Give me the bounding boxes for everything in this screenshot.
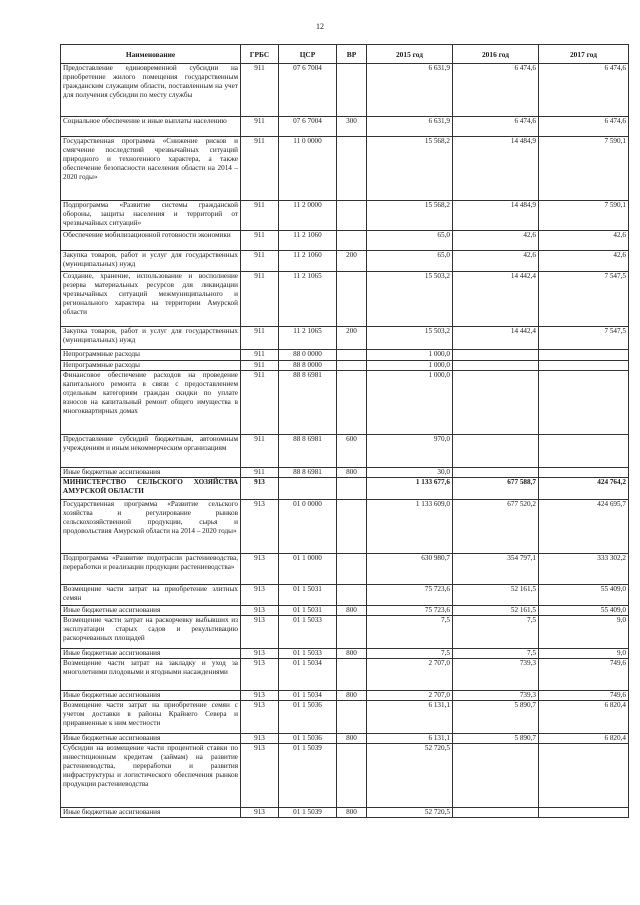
- row-value-2017: 7 547,5: [539, 272, 629, 327]
- row-grbs: 913: [241, 616, 279, 649]
- row-value-2017: 9,0: [539, 616, 629, 649]
- row-csr: 88 8 6981: [279, 435, 337, 468]
- row-csr: 01 1 5033: [279, 616, 337, 649]
- row-vr: [337, 701, 367, 734]
- row-vr: [337, 137, 367, 201]
- row-name: Государственная программа «Развитие сельского хозяйства и регулирование рынков сельскохозяйственной продукции, сырья и продовольствия Амурской области на 2014 – 2020 годы»: [61, 500, 241, 554]
- row-csr: 07 6 7004: [279, 117, 337, 137]
- header-2015: 2015 год: [367, 45, 453, 64]
- row-value-2017: [539, 371, 629, 435]
- row-value-2017: 7 547,5: [539, 327, 629, 350]
- row-grbs: 911: [241, 435, 279, 468]
- row-value-2017: 749,6: [539, 659, 629, 691]
- row-vr: [337, 201, 367, 231]
- row-value-2017: [539, 808, 629, 818]
- row-value-2015: 6 131,1: [367, 701, 453, 734]
- row-name: Обеспечение мобилизационной готовности экономики: [61, 231, 241, 251]
- row-grbs: 911: [241, 251, 279, 272]
- table-row: [61, 478, 629, 500]
- table-row: [61, 371, 629, 435]
- row-value-2016: 354 797,1: [453, 554, 539, 585]
- row-name: Закупка товаров, работ и услуг для государственных (муниципальных) нужд: [61, 251, 241, 272]
- row-csr: 11 2 1065: [279, 272, 337, 327]
- row-vr: [337, 659, 367, 691]
- row-csr: [279, 478, 337, 500]
- row-value-2016: 7,5: [453, 616, 539, 649]
- row-name: Иные бюджетные ассигнования: [61, 606, 241, 616]
- table-row: [61, 435, 629, 468]
- table-row: [61, 808, 629, 818]
- row-value-2015: 1 000,0: [367, 350, 453, 361]
- row-csr: 11 0 0000: [279, 137, 337, 201]
- row-csr: 88 8 6981: [279, 468, 337, 478]
- row-value-2015: 75 723,6: [367, 585, 453, 606]
- row-value-2016: 52 161,5: [453, 585, 539, 606]
- row-grbs: 913: [241, 649, 279, 659]
- row-grbs: 913: [241, 554, 279, 585]
- row-value-2015: 65,0: [367, 231, 453, 251]
- row-value-2016: [453, 468, 539, 478]
- row-csr: 11 2 1060: [279, 251, 337, 272]
- table-row: [61, 606, 629, 616]
- row-name: Возмещение части затрат на приобретение элитных семян: [61, 585, 241, 606]
- row-value-2016: 5 890,7: [453, 734, 539, 744]
- table-row: [61, 231, 629, 251]
- row-value-2015: 52 720,5: [367, 744, 453, 808]
- row-value-2017: 333 302,2: [539, 554, 629, 585]
- row-value-2015: 65,0: [367, 251, 453, 272]
- row-name: Иные бюджетные ассигнования: [61, 649, 241, 659]
- table-row: [61, 744, 629, 808]
- row-value-2015: 30,0: [367, 468, 453, 478]
- row-grbs: 911: [241, 117, 279, 137]
- table-row: [61, 350, 629, 361]
- row-name: Иные бюджетные ассигнования: [61, 808, 241, 818]
- page-number: 12: [316, 22, 324, 31]
- table-row: [61, 251, 629, 272]
- row-name: Финансовое обеспечение расходов на проведение капитального ремонта в связи с предоставлением отдельным категориям граждан скидки по уплате взносов на капитальный ремонт общего имущества в многоквартирных домах: [61, 371, 241, 435]
- row-value-2017: 55 409,0: [539, 606, 629, 616]
- table-row: [61, 137, 629, 201]
- row-grbs: 913: [241, 744, 279, 808]
- row-vr: [337, 478, 367, 500]
- row-value-2017: 749,6: [539, 691, 629, 701]
- row-value-2015: 6 631,9: [367, 117, 453, 137]
- header-vr: ВР: [337, 45, 367, 64]
- row-name: Создание, хранение, использование и восполнение резерва материальных ресурсов для ликвидации чрезвычайных ситуаций межмуниципального и регионального характера на территории Амурской области: [61, 272, 241, 327]
- row-value-2015: 7,5: [367, 616, 453, 649]
- header-grbs: ГРБС: [241, 45, 279, 64]
- row-value-2017: [539, 435, 629, 468]
- row-value-2017: 7 590,1: [539, 137, 629, 201]
- row-name: Иные бюджетные ассигнования: [61, 734, 241, 744]
- row-grbs: 911: [241, 468, 279, 478]
- row-name: Возмещение части затрат на раскорчевку выбывших из эксплуатации старых садов и рекультивацию раскорчеванных площадей: [61, 616, 241, 649]
- table-row: [61, 272, 629, 327]
- row-vr: 800: [337, 606, 367, 616]
- row-csr: 88 8 0000: [279, 361, 337, 371]
- row-value-2015: 52 720,5: [367, 808, 453, 818]
- table-header-row: [61, 45, 629, 64]
- table-row: [61, 659, 629, 691]
- row-value-2016: 7,5: [453, 649, 539, 659]
- row-vr: [337, 500, 367, 554]
- row-value-2016: [453, 744, 539, 808]
- row-name: Непрограммные расходы: [61, 350, 241, 361]
- row-csr: 88 0 0000: [279, 350, 337, 361]
- row-name: Государственная программа «Снижение рисков и смягчение последствий чрезвычайных ситуаций природного и техногенного характера, а также обеспечение безопасности населения области на 2014 – 2020 годы»: [61, 137, 241, 201]
- budget-table: [60, 44, 629, 818]
- row-value-2016: 6 474,6: [453, 64, 539, 117]
- row-vr: 800: [337, 734, 367, 744]
- table-row: [61, 585, 629, 606]
- row-vr: 200: [337, 327, 367, 350]
- row-value-2015: 7,5: [367, 649, 453, 659]
- row-vr: [337, 350, 367, 361]
- row-value-2017: 55 409,0: [539, 585, 629, 606]
- row-value-2017: 6 820,4: [539, 701, 629, 734]
- row-grbs: 913: [241, 606, 279, 616]
- row-vr: [337, 272, 367, 327]
- row-value-2016: 5 890,7: [453, 701, 539, 734]
- row-csr: 01 1 5034: [279, 659, 337, 691]
- row-name: Социальное обеспечение и иные выплаты населению: [61, 117, 241, 137]
- row-csr: 01 1 5031: [279, 585, 337, 606]
- row-name: Иные бюджетные ассигнования: [61, 468, 241, 478]
- row-value-2015: 15 568,2: [367, 201, 453, 231]
- row-value-2017: 6 820,4: [539, 734, 629, 744]
- table-row: [61, 554, 629, 585]
- row-value-2015: 1 000,0: [367, 361, 453, 371]
- table-row: [61, 201, 629, 231]
- row-vr: [337, 585, 367, 606]
- row-vr: 800: [337, 468, 367, 478]
- row-grbs: 913: [241, 478, 279, 500]
- row-value-2016: [453, 350, 539, 361]
- row-grbs: 913: [241, 659, 279, 691]
- row-name: Предоставление единовременной субсидии на приобретение жилого помещения государственным гражданским служащим области, поставленным на учет для получения субсидии по месту службы: [61, 64, 241, 117]
- row-value-2015: 1 133 609,0: [367, 500, 453, 554]
- row-value-2017: [539, 468, 629, 478]
- row-vr: 800: [337, 649, 367, 659]
- row-csr: 11 2 0000: [279, 201, 337, 231]
- row-csr: 01 1 5034: [279, 691, 337, 701]
- row-name: Закупка товаров, работ и услуг для государственных (муниципальных) нужд: [61, 327, 241, 350]
- row-grbs: 913: [241, 585, 279, 606]
- row-vr: [337, 64, 367, 117]
- row-csr: 01 1 5039: [279, 808, 337, 818]
- row-grbs: 911: [241, 64, 279, 117]
- row-value-2016: 14 484,9: [453, 201, 539, 231]
- row-value-2016: [453, 371, 539, 435]
- row-value-2016: 14 442,4: [453, 327, 539, 350]
- row-csr: 01 1 5036: [279, 734, 337, 744]
- row-vr: [337, 361, 367, 371]
- table-row: [61, 117, 629, 137]
- row-grbs: 913: [241, 701, 279, 734]
- row-value-2015: 6 631,9: [367, 64, 453, 117]
- row-value-2015: 15 568,2: [367, 137, 453, 201]
- table-row: [61, 327, 629, 350]
- row-vr: 600: [337, 435, 367, 468]
- row-value-2015: 15 503,2: [367, 272, 453, 327]
- row-vr: [337, 744, 367, 808]
- row-value-2017: 424 695,7: [539, 500, 629, 554]
- row-vr: 300: [337, 117, 367, 137]
- row-value-2017: 9,0: [539, 649, 629, 659]
- row-csr: 01 0 0000: [279, 500, 337, 554]
- table-row: [61, 649, 629, 659]
- table-body: [61, 64, 629, 818]
- row-grbs: 911: [241, 361, 279, 371]
- row-value-2016: 52 161,5: [453, 606, 539, 616]
- row-value-2017: 6 474,6: [539, 117, 629, 137]
- table-row: [61, 616, 629, 649]
- row-csr: 88 8 6981: [279, 371, 337, 435]
- table-row: [61, 468, 629, 478]
- row-value-2017: 42,6: [539, 231, 629, 251]
- row-csr: 01 1 5031: [279, 606, 337, 616]
- row-vr: [337, 371, 367, 435]
- row-grbs: 913: [241, 691, 279, 701]
- row-value-2016: 42,6: [453, 231, 539, 251]
- header-2016: 2016 год: [453, 45, 539, 64]
- row-value-2017: 6 474,6: [539, 64, 629, 117]
- row-name: Иные бюджетные ассигнования: [61, 691, 241, 701]
- table-row: [61, 361, 629, 371]
- header-2017: 2017 год: [539, 45, 629, 64]
- table-row: [61, 734, 629, 744]
- row-name: Подпрограмма «Развитие подотрасли растениеводства, переработки и реализации продукции растениеводства»: [61, 554, 241, 585]
- row-value-2017: [539, 361, 629, 371]
- row-value-2015: 970,0: [367, 435, 453, 468]
- row-name: Субсидии на возмещение части процентной ставки по инвестиционным кредитам (займам) на развитие растениеводства, переработки и развития инфраструктуры и логистического обеспечения рынков продукции растениеводства: [61, 744, 241, 808]
- row-name: Предоставление субсидий бюджетным, автономным учреждениям и иным некоммерческим организациям: [61, 435, 241, 468]
- row-csr: 11 2 1060: [279, 231, 337, 251]
- row-value-2016: 677 588,7: [453, 478, 539, 500]
- row-grbs: 911: [241, 272, 279, 327]
- row-csr: 11 2 1065: [279, 327, 337, 350]
- row-grbs: 913: [241, 734, 279, 744]
- row-vr: [337, 231, 367, 251]
- row-csr: 01 1 5039: [279, 744, 337, 808]
- row-value-2017: 42,6: [539, 251, 629, 272]
- row-grbs: 913: [241, 808, 279, 818]
- row-name: Возмещение части затрат на закладку и уход за многолетними плодовыми и ягодными насаждениями: [61, 659, 241, 691]
- row-value-2016: 739,3: [453, 691, 539, 701]
- row-value-2016: [453, 435, 539, 468]
- row-value-2016: 14 484,9: [453, 137, 539, 201]
- row-value-2015: 6 131,1: [367, 734, 453, 744]
- row-grbs: 913: [241, 500, 279, 554]
- row-value-2015: 75 723,6: [367, 606, 453, 616]
- row-name: Непрограммные расходы: [61, 361, 241, 371]
- header-name: Наименование: [61, 45, 241, 64]
- row-csr: 01 1 5036: [279, 701, 337, 734]
- row-grbs: 911: [241, 201, 279, 231]
- row-name: Возмещение части затрат на приобретение семян с учетом доставки в районы Крайнего Севера и приравненные к ним местности: [61, 701, 241, 734]
- row-value-2016: 6 474,6: [453, 117, 539, 137]
- table-row: [61, 701, 629, 734]
- row-value-2016: 739,3: [453, 659, 539, 691]
- row-value-2015: 1 133 677,6: [367, 478, 453, 500]
- row-value-2016: 42,6: [453, 251, 539, 272]
- table-row: [61, 500, 629, 554]
- row-value-2017: 7 590,1: [539, 201, 629, 231]
- row-value-2016: [453, 808, 539, 818]
- row-grbs: 911: [241, 327, 279, 350]
- row-vr: 800: [337, 808, 367, 818]
- row-value-2015: 630 980,7: [367, 554, 453, 585]
- row-value-2016: [453, 361, 539, 371]
- row-value-2016: 677 520,2: [453, 500, 539, 554]
- row-name: Подпрограмма «Развитие системы гражданской обороны, защиты населения и территорий от чрезвычайных ситуаций»: [61, 201, 241, 231]
- row-value-2017: [539, 350, 629, 361]
- row-grbs: 911: [241, 350, 279, 361]
- row-csr: 07 6 7004: [279, 64, 337, 117]
- row-vr: 200: [337, 251, 367, 272]
- row-value-2016: 14 442,4: [453, 272, 539, 327]
- row-name: МИНИСТЕРСТВО СЕЛЬСКОГО ХОЗЯЙСТВА АМУРСКОЙ ОБЛАСТИ: [61, 478, 241, 500]
- header-csr: ЦСР: [279, 45, 337, 64]
- row-grbs: 911: [241, 231, 279, 251]
- row-grbs: 911: [241, 137, 279, 201]
- row-vr: 800: [337, 691, 367, 701]
- table-row: [61, 691, 629, 701]
- row-value-2017: 424 764,2: [539, 478, 629, 500]
- table-row: [61, 64, 629, 117]
- row-value-2015: 2 707,0: [367, 659, 453, 691]
- row-grbs: 911: [241, 371, 279, 435]
- row-csr: 01 1 5033: [279, 649, 337, 659]
- row-vr: [337, 616, 367, 649]
- row-vr: [337, 554, 367, 585]
- row-value-2017: [539, 744, 629, 808]
- row-csr: 01 1 0000: [279, 554, 337, 585]
- row-value-2015: 15 503,2: [367, 327, 453, 350]
- row-value-2015: 2 707,0: [367, 691, 453, 701]
- row-value-2015: 1 000,0: [367, 371, 453, 435]
